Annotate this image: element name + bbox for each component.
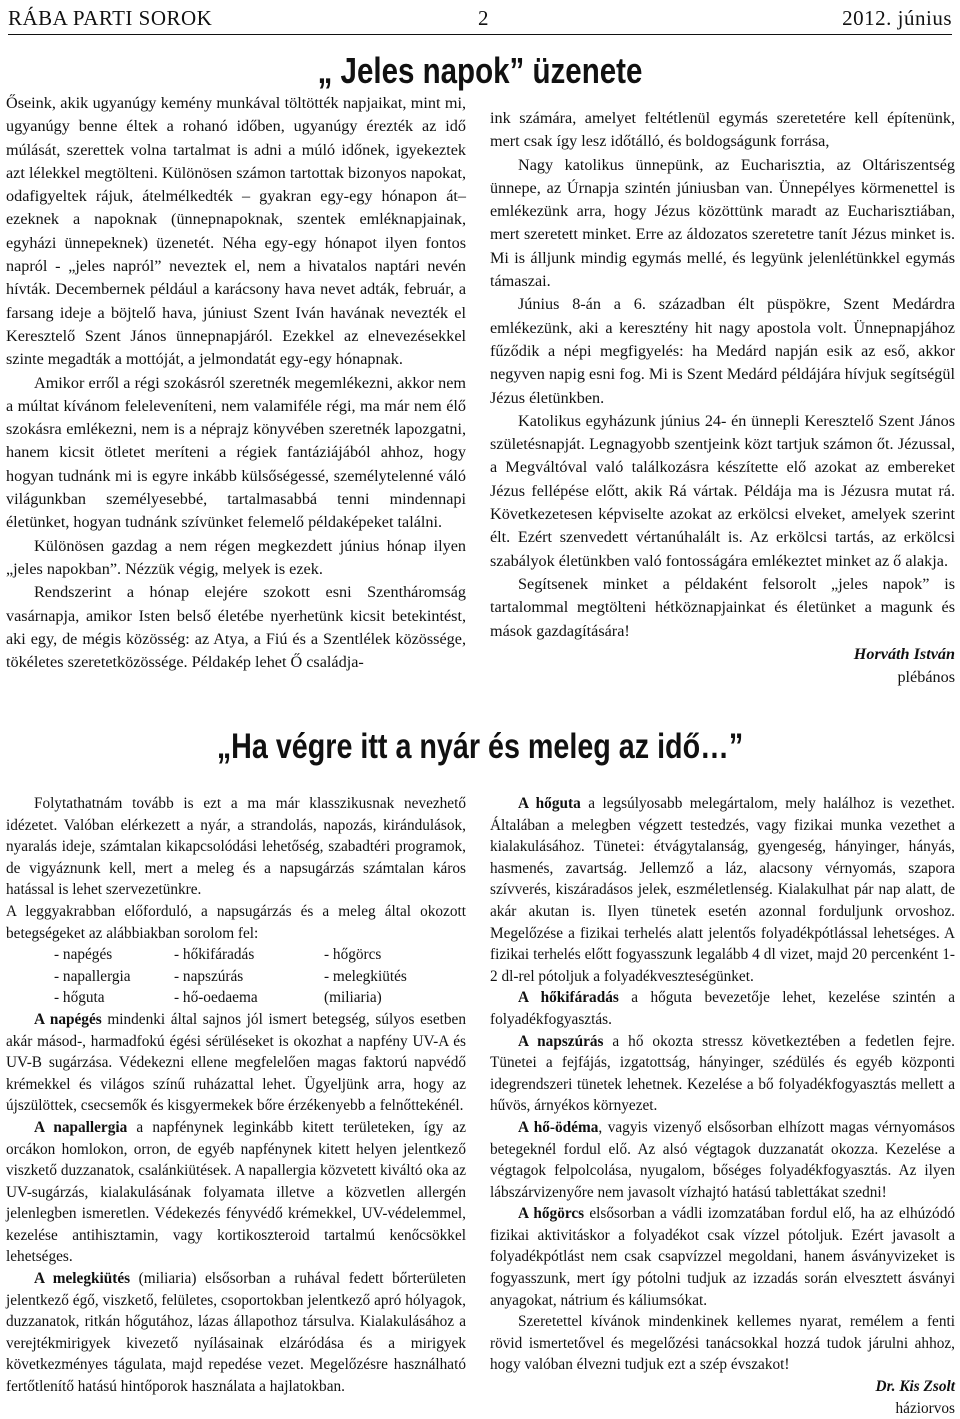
article1-column-left <box>6 92 466 674</box>
paragraph-text: elsősorban a vádli izomzatában fordul elő, ha az elhúzódó fizikai aktivitáskor a folyadékot csak vízzel pótoljuk. Ezért javasolt a folyadékpótlást nem csak csapvízzel megoldani, hanem ásványvizeket is fogyasszunk, mert így pótolni tudjuk az izzadás során elvesztett ásványi anyagokat, nátrium és káliumsókat. <box>490 1205 955 1309</box>
term: A hőgörcs <box>518 1205 585 1223</box>
list-item: - hőguta <box>54 989 105 1007</box>
paragraph <box>490 1031 955 1117</box>
paragraph <box>6 1268 466 1398</box>
term: A napégés <box>34 1010 102 1028</box>
paragraph: A leggyakrabban előforduló, a napsugárzás és a meleg által okozott betegségeket az alábbiakban sorolom fel: <box>6 902 466 942</box>
paragraph-text: mindenki által sajnos jól ismert betegség, súlyos esetben akár másod-, harmadfokú égési sérüléseket is okozhat a napfény UV-A és UV-B sugárzása. Védekezni ellene megfelelően magas faktorú napvédő krémekkel és világos színű ruházattal lehet. Ügyeljünk arra, hogy az újszülöttek, csecsemők és kisgyermekek bőre érzékenyebb a felnőttekénél. <box>6 1010 466 1115</box>
paragraph: ink számára, amelyet feltétlenül egymás szeretetére kell építenünk, mert csak így lesz időtálló, és boldogságunk forrása, <box>490 109 955 151</box>
article2-column-right <box>490 793 955 1419</box>
paragraph: Őseink, akik ugyanúgy kemény munkával töltötték napjaikat, mint mi, ugyanúgy benne éltek a rohanó időben, ugyanúgy érezték az idő múlását, szerettek volna tartalmat is adni a múló időnek, igyekeztek azt lélekkel megtölteni. Különösen számon tartottak bizonyos napokat, odafigyeltek rájuk, átelmélkedték – gyakran egy-egy hónapon át– ezeknek a napoknak (ünnepnapoknak, szentek emléknapjainak, egyházi ünnepeknek) üzenetét. Néha egy-egy hónapot ilyen fontos napról - „jeles napról” neveztek el, nem a hivatalos naptári nevén hívták. Decembernek például a karácsony hava nevet adták, február, a farsang ideje a böjtelő hava, júniust Szent Iván havának nevezték el Keresztelő Szent János ünnepnapjáról. Ezekkel az elnevezésekkel szinte megadták a mottóját, a jelmondatát egy-egy hónapnak. <box>6 94 466 369</box>
paragraph: Különösen gazdag a nem régen megkezdett június hónap ilyen „jeles napokban”. Nézzük végig, melyek is ezek. <box>6 536 466 578</box>
term: A melegkiütés <box>34 1270 131 1288</box>
list-item: - hőgörcs <box>324 946 382 964</box>
list-item: - hő-oedaema <box>174 989 258 1007</box>
paragraph: Rendszerint a hónap elejére szokott esni Szentháromság vasárnapja, amikor Isten belső életébe nyerhetünk kicsit betekintést, aki egy, de mégis közösség: az Atya, a Fiú és a Szentlélek közössége, tökéletes szeretetközössége. Példakép lehet Ő családja- <box>6 583 466 672</box>
paragraph <box>490 1117 955 1203</box>
author-signature: Horváth István <box>853 644 955 663</box>
list-item: - melegkiütés <box>324 967 407 985</box>
article2-column-left <box>6 793 466 1398</box>
term: A napallergia <box>34 1118 128 1136</box>
term: A hőguta <box>518 795 581 812</box>
paragraph <box>490 1311 955 1376</box>
author-role: háziorvos <box>895 1399 955 1417</box>
list-item: - napallergia <box>54 967 131 985</box>
paragraph-text: a napfénynek leginkább kitett területeken, így az orcákon homlokon, orron, de egyéb napfénynek kitett helyen jelentkező viszkető duzzanatok, csalánkiütések. A napallergia közvetett kiváltó oka az UV-sugárzás, kialakulásának folyamata illetve a közvetlen allergén jelenlegben ismeretlen. Védekezés fényvédő krémekkel, UV-védelemmel, kezelése antihisztamin, vagy kortikoszteroid tartalmú kenőcsökkel lehetséges. <box>6 1118 466 1266</box>
paragraph: Június 8-án a 6. században élt püspökre, Szent Medárdra emlékezünk, aki a keresztény hit nagy apostola volt. Ünnepnapjához fűződik a népi megfigyelés: ha Medárd napján esik az eső, akkor negyven napig esni fog. Mi is Szent Medárd példájára hívjuk segítségül Jézus életünkben. <box>490 295 955 407</box>
article2-title: „Ha végre itt a nyár és meleg az idő…” <box>216 727 744 766</box>
author-signature: Dr. Kis Zsolt <box>875 1378 955 1396</box>
page-header <box>8 6 952 35</box>
term: A hő-ödéma <box>518 1118 599 1136</box>
term: A hőkifáradás <box>518 989 619 1007</box>
paragraph <box>6 1009 466 1117</box>
page-number: 2 <box>478 6 489 30</box>
illness-list <box>54 944 466 1009</box>
paragraph <box>490 987 955 1030</box>
issue-date: 2012. június <box>842 6 952 30</box>
paragraph-text: (miliaria) elsősorban a ruhával fedett bőrterületen jelentkező égő, viszkető, felületes, csoportokban jelentkező apró hólyagok, duzzanatok, ritkán hőgutához, lázas állapothoz társulva. Kialakulásához a verejtékmirigyek kivezető nyílásainak elzáródása és a mirigyek következményes tágulata, majd repedése vezet. Megelőzésre használható fertőtlenítő hatású hintőporok használata a hajlatokban. <box>6 1270 466 1396</box>
paragraph <box>490 1203 955 1311</box>
paragraph-text: , vagyis vizenyő elsősorban elhízott magas vérnyomásos betegeknél fordul elő. Az alsó végtagok duzzanatát okozza. Kezelése a végtagok felpolcolása, nyugalom, bőséges folyadékfogyasztás. Az ilyen lábszárvizenyőre nem javasolt vízhajtó hatású tablettákat szedni! <box>490 1118 955 1201</box>
list-item: - napszúrás <box>174 967 244 985</box>
list-item: - hőkifáradás <box>174 946 255 964</box>
paragraph-text: Szeretettel kívánok mindenkinek kellemes nyarat, remélem a fenti rövid ismertetővel és megelőzési tanácsokkal hozzá tudok járulni ahhoz, hogy valóban élvezni tudjuk ezt a szép évszakot! <box>490 1313 955 1374</box>
paragraph-text: a legsúlyosabb melegártalom, mely halálhoz is vezethet. Általában a melegben végzett testedzés, vagy fizikai munka vezethet a kialakulásához. Tünetei: étvágytalanság, gyengeség, hányinger, hányás, hasmenés, zavartság. Jellemző a láz, alacsony vérnyomás, szapora szívverés, kiszáradásos jelek, eszméletlenség. Kialakulhat pár nap alatt, de akár akutan is. Ilyen tünetek esetén azonnal forduljunk orvoshoz. Megelőzése a fizikai terhelés alatt jelentős folyadékpótlással lehetséges. A fizikai terhelés előtt fogyasszunk legalább 4 dl vizet, majd 20 percenként 1-2 dl-rel pótoljuk a folyadékveszteségünket. <box>490 795 955 985</box>
list-item: - napégés <box>54 946 113 964</box>
article1-column-right <box>490 107 955 689</box>
term: A napszúrás <box>518 1032 604 1050</box>
paragraph-text: a hő okozta stressz következtében a fedetlen fejre. Tünetei a fejfájás, izgatottság, hányinger, szédülés és egyéb központi idegrendszeri tünetek lehetnek. Kezelése a bő folyadékfogyasztás mellett a hűvös, árnyékos környezet. <box>490 1032 955 1115</box>
publication-name: RÁBA PARTI SOROK <box>8 6 213 30</box>
paragraph: Katolikus egyházunk június 24- én ünnepli Keresztelő Szent János születésnapját. Legnagyobb szentjeink közt tartjuk számon őt. Jézussal, a Megváltóval való találkozásra készítette elő azokat az embereket Jézus fellépése előtt, akik Rá vártak. Példája ma is Jézusra mutat rá. Következetesen képviselte azokat az erkölcsi elveket, amelyek szerint élt. Ezért szenvedett vértanúhalált is. Az erkölcsi tartás, az erkölcsi szabályok életünkben való fontosságára emlékeztet minket az ő alakja. <box>490 411 955 570</box>
author-role: plébános <box>897 668 955 687</box>
paragraph <box>6 1117 466 1268</box>
paragraph: Folytathatnám tovább is ezt a ma már klasszikusnak nevezhető idézetet. Valóban elérkezett a nyár, a strandolás, napozás, kirándulások, nyaralás ideje, számtalan kikapcsolódási lehetőség, szabadtéri programok, de vigyáznunk kell, mert a meleg és a napsugárzás számtalan káros hatással is lehet szervezetünkre. <box>6 795 466 899</box>
paragraph: Segítsenek minket a példaként felsorolt „jeles napok” is tartalommal megtölteni hétköznapjainkat és életünket a magunk és mások gazdagítására! <box>490 574 955 640</box>
paragraph: Nagy katolikus ünnepünk, az Eucharisztia, az Oltáriszentség ünnepe, az Úrnapja szintén júniusban van. Ünnepélyes körmenettel is emlékezünk arra, hogy Jézus közöttünk maradt az Eucharisztiában, mert szeretett minket. Erre az áldozatos szeretetre tanít Jézus minket is. Mi is álljunk mindig egymás mellé, és legyünk jelenlétünkkel egymás támaszai. <box>490 155 955 291</box>
paragraph <box>490 793 955 987</box>
list-item: (miliaria) <box>324 989 382 1007</box>
paragraph: Amikor erről a régi szokásról szeretnék megemlékezni, akkor nem a múltat kívánom feleleveníteni, nem valamiféle régi, ma már nem élő szokásra emlékezni, nem is a néprajz könyvében szeretnék lapozgatni, hanem kicsit ötletet meríteni a régiek fantáziájából ahhoz, hogy hogyan tudnánk mi is egyre inkább külsőségessé, személytelenné váló világunkban személyesebbé, tartalmasabbá tenni mindennapi életünket, hogyan tudnánk szívünket felemelő példaképeket találni. <box>6 373 466 532</box>
article1-title: „ Jeles napok” üzenete <box>317 50 643 91</box>
paragraph-text: a hőguta bevezetője lehet, kezelése szintén a folyadékfogyasztás. <box>490 989 955 1028</box>
